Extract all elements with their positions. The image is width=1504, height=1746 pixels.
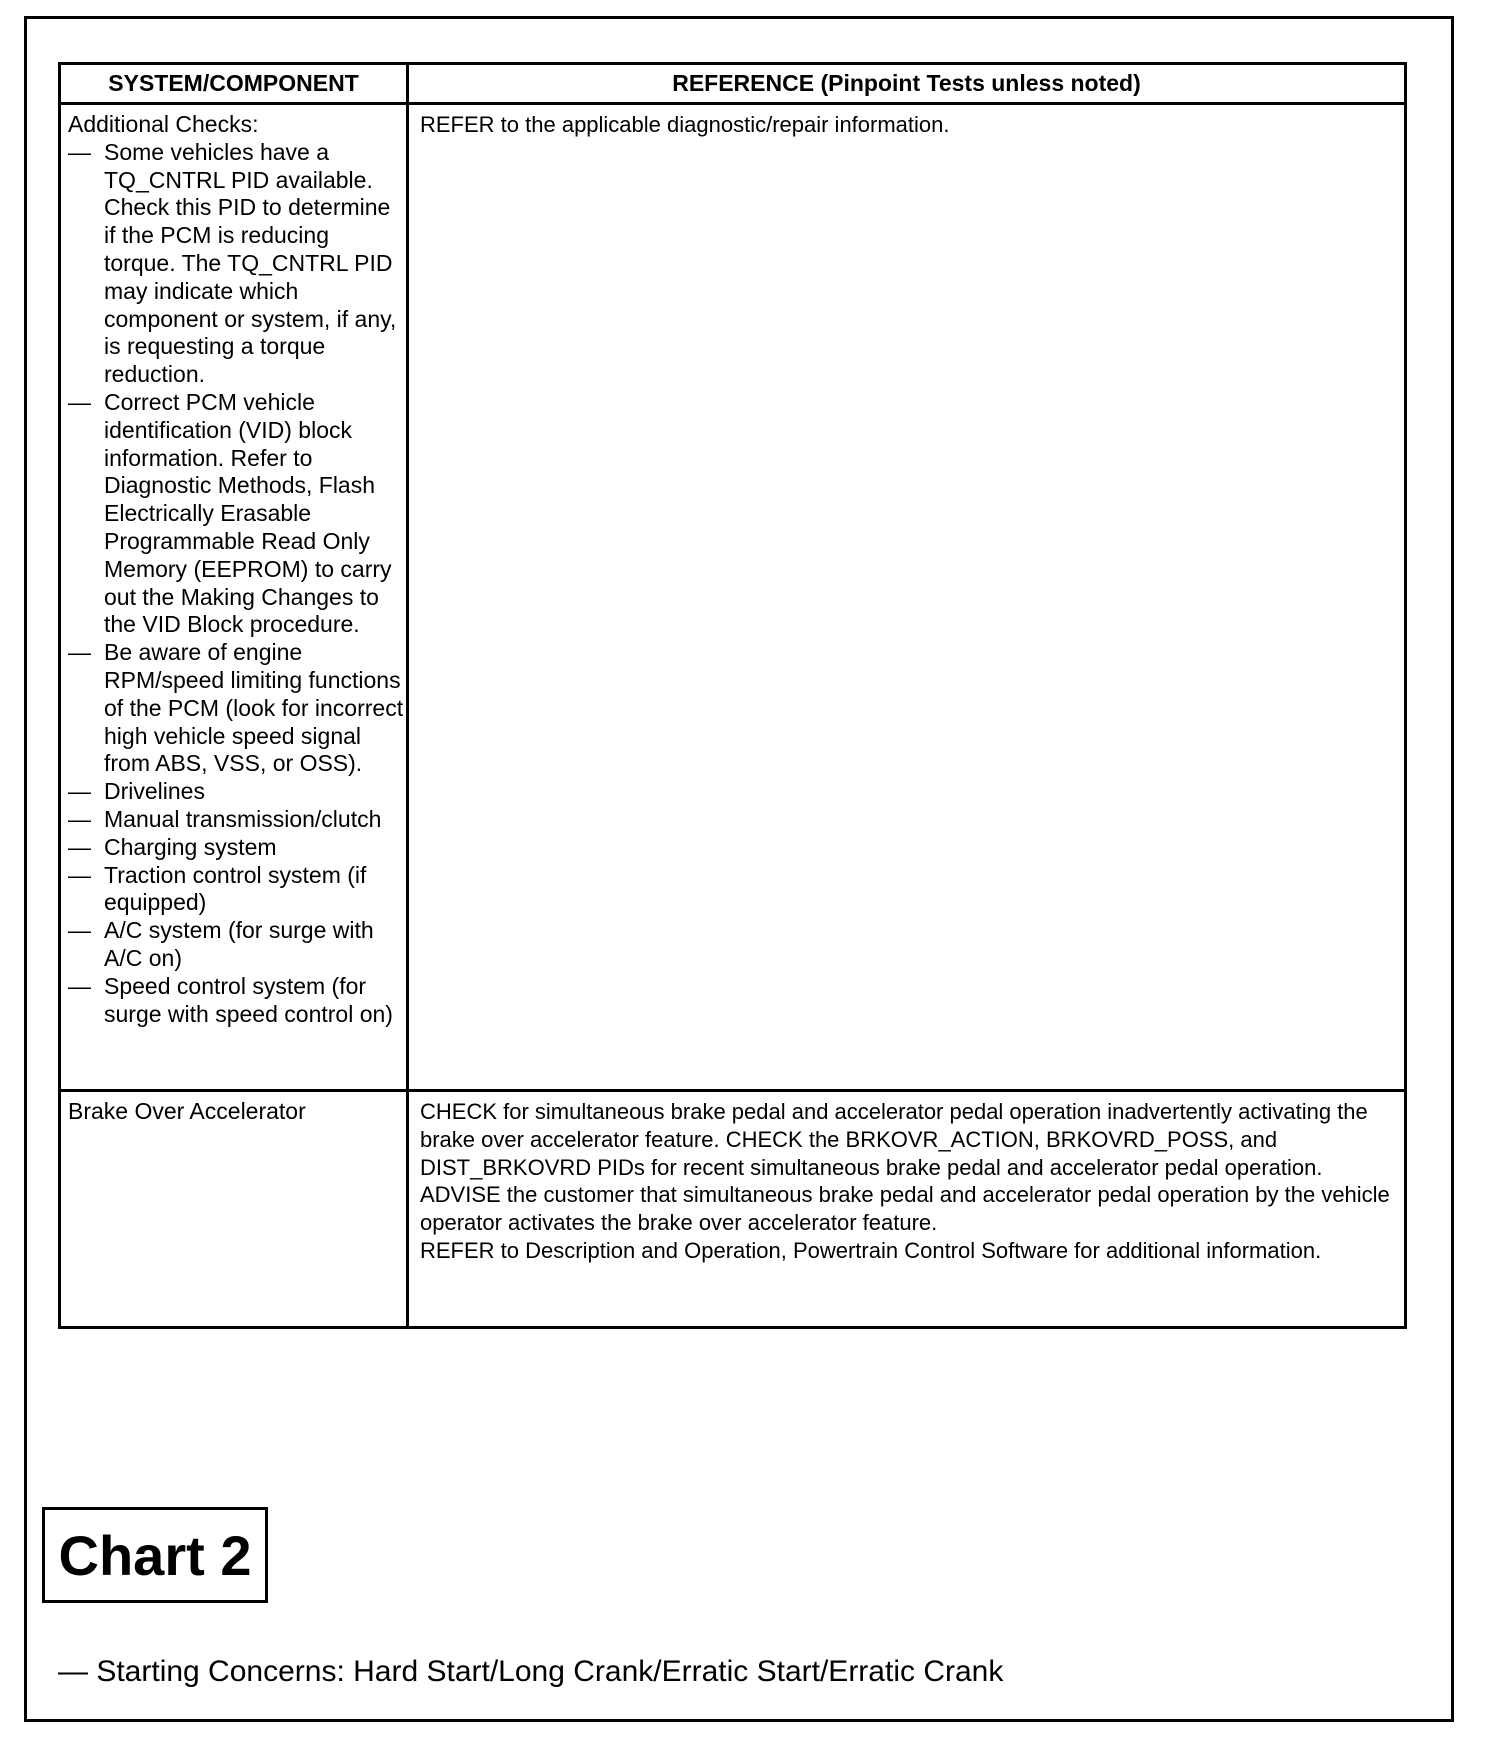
check-item xyxy=(68,862,406,918)
check-item xyxy=(68,639,406,778)
system-cell xyxy=(60,1091,408,1328)
check-item-text: Charging system xyxy=(104,833,277,860)
starting-concerns-line: — Starting Concerns: Hard Start/Long Crank/Erratic Start/Erratic Crank xyxy=(58,1655,1004,1688)
check-item xyxy=(68,917,406,973)
dash-bullet: — xyxy=(68,639,91,666)
system-cell xyxy=(60,104,408,1091)
reference-text: REFER to Description and Operation, Powertrain Control Software for additional information. xyxy=(420,1237,1322,1263)
check-item-text: Manual transmission/clutch xyxy=(104,805,382,832)
reference-text: CHECK for simultaneous brake pedal and accelerator pedal operation inadvertently activating the brake over accelerator feature. CHECK the BRKOVR_ACTION, BRKOVRD_POSS, and DIST_BRKOVRD PIDs for recent simultaneous brake pedal and accelerator pedal operation. ADVISE the customer that simultaneous brake pedal and accelerator pedal operation by the vehicle operator activates the brake over accelerator feature. xyxy=(420,1099,1390,1236)
table-header-row xyxy=(60,64,1406,104)
table-row xyxy=(60,1091,1406,1328)
system-title: Additional Checks: xyxy=(68,111,259,137)
check-item-text: Some vehicles have a TQ_CNTRL PID available. Check this PID to determine if the PCM is reducing torque. The TQ_CNTRL PID may indicate which component or system, if any, is requesting a torque reduction. xyxy=(104,138,397,388)
check-item-text: Be aware of engine RPM/speed limiting functions of the PCM (look for incorrect high vehicle speed signal from ABS, VSS, or OSS). xyxy=(104,639,404,777)
check-item-text: A/C system (for surge with A/C on) xyxy=(104,917,374,971)
reference-table xyxy=(58,62,1407,1329)
check-item xyxy=(68,834,406,862)
check-item xyxy=(68,973,406,1029)
dash-bullet: — xyxy=(68,833,91,860)
dash-bullet: — xyxy=(68,388,91,415)
check-item xyxy=(68,778,406,806)
check-item xyxy=(68,806,406,834)
reference-cell xyxy=(408,104,1406,1091)
check-item xyxy=(68,389,406,639)
dash-bullet: — xyxy=(68,861,91,888)
dash-bullet: — xyxy=(68,778,91,805)
dash-bullet: — xyxy=(68,917,91,944)
table-row xyxy=(60,104,1406,1091)
reference-text: REFER to the applicable diagnostic/repair information. xyxy=(420,112,950,137)
system-component-header: SYSTEM/COMPONENT xyxy=(60,64,408,104)
check-item xyxy=(68,139,406,389)
dash-bullet: — xyxy=(68,805,91,832)
check-item-text: Drivelines xyxy=(104,778,205,805)
chart-label: Chart 2 xyxy=(58,1523,252,1587)
reference-header: REFERENCE (Pinpoint Tests unless noted) xyxy=(408,64,1406,104)
chart-label-box xyxy=(42,1507,268,1603)
check-item-text: Speed control system (for surge with speed control on) xyxy=(104,972,393,1027)
dash-bullet: — xyxy=(68,972,91,999)
dash-bullet: — xyxy=(68,138,91,165)
system-title: Brake Over Accelerator xyxy=(68,1098,306,1124)
reference-cell xyxy=(408,1091,1406,1328)
check-item-text: Traction control system (if equipped) xyxy=(104,861,367,916)
check-item-text: Correct PCM vehicle identification (VID) block information. Refer to Diagnostic Methods, Flash Electrically Erasable Programmable Read Only Memory (EEPROM) to carry out the Making Changes to the VID Block procedure. xyxy=(104,388,392,638)
